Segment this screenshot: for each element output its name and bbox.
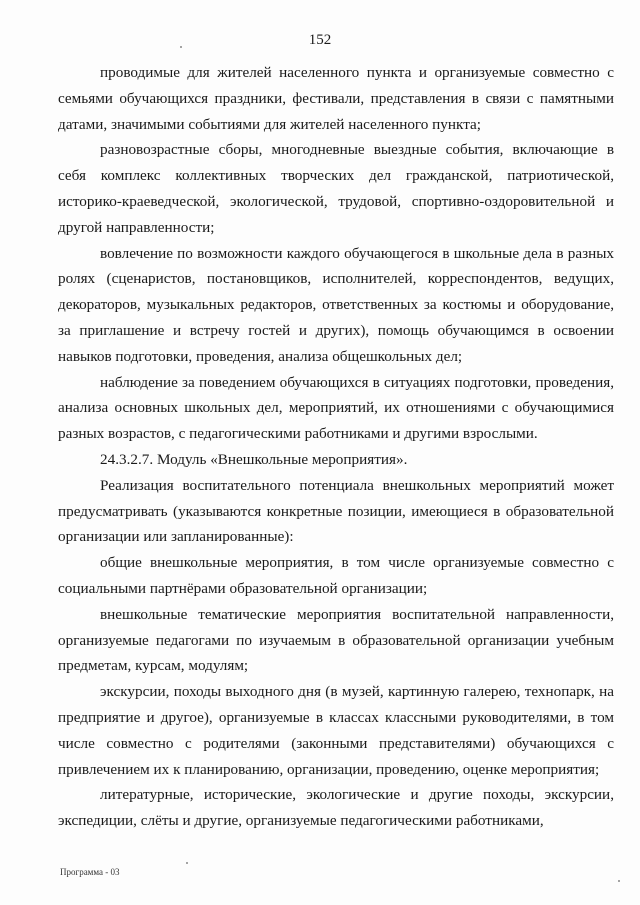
paragraph-2: разновозрастные сборы, многодневные выездные события, включающие в себя комплекс коллективных творческих дел гражданской, патриотической, историко-краеведческой, экологической, трудовой, спортивно-оздоровительной и другой направленности; <box>58 141 614 236</box>
paragraph-3: вовлечение по возможности каждого обучающегося в школьные дела в разных ролях (сценаристов, постановщиков, исполнителей, корреспондентов, ведущих, декораторов, музыкальных редакторов, ответственных за костюмы и оборудование, за приглашение и встречу гостей и других), помощь обучающимся в освоении навыков подготовки, проведения, анализа общешкольных дел; <box>58 244 614 365</box>
scan-speck <box>618 880 620 882</box>
paragraph-1: проводимые для жителей населенного пункта и организуемые совместно с семьями обучающихся праздники, фестивали, представления в связи с памятными датами, значимыми событиями для жителей населенного пункта; <box>58 64 614 133</box>
scan-speck <box>180 46 182 48</box>
paragraph-6: общие внешкольные мероприятия, в том числе организуемые совместно с социальными партнёрами образовательной организации; <box>58 554 614 597</box>
scan-speck <box>186 862 188 864</box>
paragraph-8: экскурсии, походы выходного дня (в музей, картинную галерею, технопарк, на предприятие и другое), организуемые в классах классными руководителями, в том числе совместно с родителями (законными представителями) обучающихся с привлечением их к планированию, организации, проведению, оценке мероприятия; <box>58 683 614 778</box>
paragraph-7: внешкольные тематические мероприятия воспитательной направленности, организуемые педагогами по изучаемым в образовательной организации учебным предметам, курсам, модулям; <box>58 605 614 675</box>
paragraph-5: Реализация воспитательного потенциала внешкольных мероприятий может предусматривать (указываются конкретные позиции, имеющиеся в образовательной организации или запланированные): <box>58 476 614 546</box>
paragraph-4: наблюдение за поведением обучающихся в ситуациях подготовки, проведения, анализа основных школьных дел, мероприятий, их отношениями с обучающимися разных возрастов, с педагогическими работниками и другими взрослыми. <box>58 373 614 443</box>
paragraph-9: литературные, исторические, экологические и другие походы, экскурсии, экспедиции, слёты и другие, организуемые педагогическими работниками, <box>58 786 614 830</box>
section-heading: 24.3.2.7. Модуль «Внешкольные мероприятия». <box>100 450 408 468</box>
document-footer: Программа - 03 <box>60 867 120 877</box>
page-number: 152 <box>308 32 332 48</box>
document-body <box>58 60 614 834</box>
